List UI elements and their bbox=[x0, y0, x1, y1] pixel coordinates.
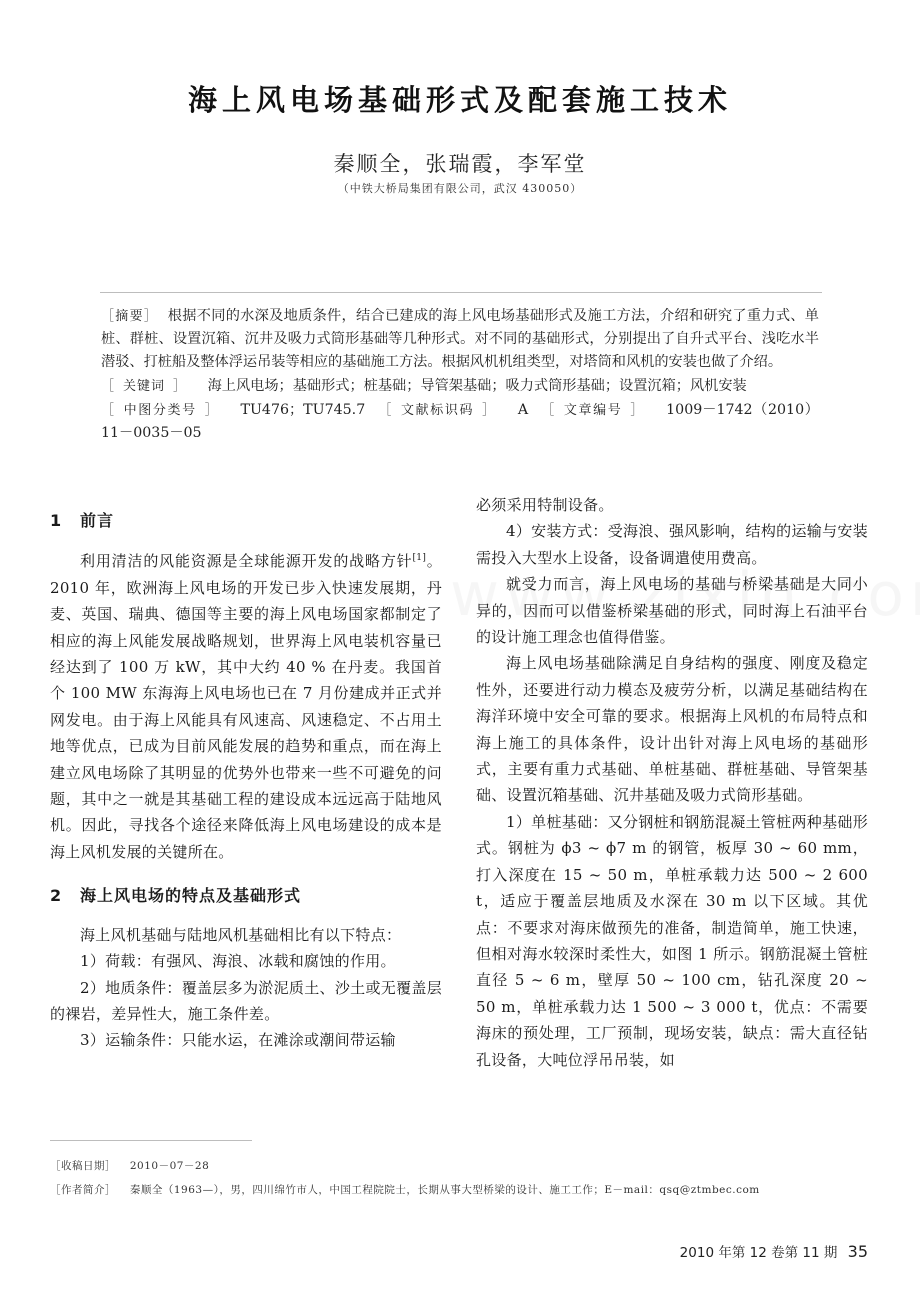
article-no-value: 1009－1742（2010）11－0035－05 bbox=[101, 402, 819, 441]
received-date-line bbox=[50, 1154, 830, 1178]
body-paragraph: 1）单桩基础：又分钢桩和钢筋混凝土管桩两种基础形式。钢桩为 ϕ3 ~ ϕ7 m 的钢管，板厚 30 ~ 60 mm，打入深度在 15 ~ 50 m，单桩承载力达 500 ~ 2 600 t，适应于覆盖层地质及水深在 30 m 以下区域。其优点：不要求对海床做预先的准备，制造简单，施工快速，但相对海水较深时柔性大，如图 1 所示。钢筋混凝土管桩直径 5 ~ 6 m，壁厚 50 ~ 100 cm，钻孔深度 20 ~ 50 m，单桩承载力达 1 500 ~ 3 000 t，优点：不需要海床的预处理，工厂预制，现场安装，缺点：需大直径钻孔设备，大吨位浮吊吊装，如 bbox=[476, 812, 868, 1069]
section-heading-1 bbox=[50, 508, 442, 534]
list-item: 1）荷载：有强风、海浪、冰载和腐蚀的作用。 bbox=[80, 952, 396, 971]
section-title: 前言 bbox=[80, 511, 115, 530]
body-paragraph: 海上风机基础与陆地风机基础相比有以下特点： bbox=[80, 925, 402, 944]
abstract-text: 根据不同的水深及地质条件，结合已建成的海上风电场基础形式及施工方法，介绍和研究了重力式、单桩、群桩、设置沉箱、沉井及吸力式筒形基础等几种形式。对不同的基础形式，分别提出了自升式平台、浅吃水半潜驳、打桩船及整体浮运吊装等相应的基础施工方法。根据风机机组类型，对塔筒和风机的安装也做了介绍。 bbox=[101, 308, 819, 370]
clc-value: TU476；TU745.7 bbox=[240, 402, 366, 418]
section-title: 海上风电场的特点及基础形式 bbox=[80, 886, 302, 906]
article-title: 海上风电场基础形式及配套施工技术 bbox=[187, 83, 732, 117]
author-bio-label: ［作者简介］ bbox=[50, 1184, 116, 1196]
citation-ref: [1] bbox=[412, 553, 427, 564]
keywords-label: ［ 关键词 ］ bbox=[101, 379, 188, 394]
clc-label: ［ 中图分类号 ］ bbox=[101, 403, 220, 418]
classification-line bbox=[101, 399, 819, 445]
received-date: 2010－07－28 bbox=[129, 1160, 210, 1172]
affiliation: （中铁大桥局集团有限公司，武汉 430050） bbox=[337, 182, 583, 195]
section-number: 2 bbox=[50, 886, 63, 906]
page-number: 35 bbox=[847, 1242, 868, 1261]
keywords-line bbox=[101, 375, 819, 398]
body-paragraph: 就受力而言，海上风电场的基础与桥梁基础是大同小异的，因而可以借鉴桥梁基础的形式，同时海上石油平台的设计施工理念也值得借鉴。 bbox=[476, 575, 868, 647]
body-paragraph: 海上风电场基础除满足自身结构的强度、刚度及稳定性外，还要进行动力模态及疲劳分析，以满足基础结构在海洋环境中安全可靠的要求。根据海上风机的布局特点和海上施工的具体条件，设计出针对海上风电场的基础形式，主要有重力式基础、单桩基础、群桩基础、导管架基础、设置沉箱基础、沉井基础及吸力式筒形基础。 bbox=[476, 654, 868, 805]
author-list: 秦顺全，张瑞霞，李军堂 bbox=[333, 152, 587, 176]
abstract-block bbox=[101, 305, 819, 445]
article-no-label: ［ 文章编号 ］ bbox=[541, 403, 646, 418]
header-divider bbox=[100, 292, 822, 293]
section-heading-2 bbox=[50, 883, 442, 909]
section-number: 1 bbox=[50, 511, 63, 530]
right-column bbox=[476, 492, 868, 1073]
author-bio: 秦顺全（1963—），男，四川绵竹市人，中国工程院院士，长期从事大型桥梁的设计、施工工作；E－mail：qsq@ztmbec.com bbox=[129, 1184, 760, 1196]
footnote-divider bbox=[50, 1140, 252, 1141]
received-label: ［收稿日期］ bbox=[50, 1160, 116, 1172]
abstract-paragraph bbox=[101, 305, 819, 374]
intro-paragraph: 利用清洁的风能资源是全球能源开发的战略方针[1]。2010 年，欧洲海上风电场的开发已步入快速发展期，丹麦、英国、瑞典、德国等主要的海上风电场国家都制定了相应的海上风能发展战略规划，世界海上风电装机容量已经达到了 100 万 kW，其中大约 40 % 在丹麦。我国首个 100 MW 东海海上风电场也已在 7 月份建成并正式并网发电。由于海上风能具有风速高、风速稳定、不占用土地等优点，已成为目前风能发展的趋势和重点，而在海上建立风电场除了其明显的优势外也带来一些不可避免的问题，其中之一就是其基础工程的建设成本远远高于陆地风机。因此，寻找各个途径来降低海上风电场建设的成本是海上风机发展的关键所在。 bbox=[50, 552, 442, 861]
list-item: 4）安装方式：受海浪、强风影响，结构的运输与安装需投入大型水上设备，设备调遣使用费高。 bbox=[476, 522, 868, 567]
list-item: 3）运输条件：只能水运，在滩涂或潮间带运输 bbox=[80, 1031, 396, 1050]
page-footer bbox=[680, 1241, 868, 1261]
author-bio-line bbox=[50, 1178, 830, 1202]
journal-issue: 2010 年第 12 卷第 11 期 bbox=[679, 1245, 838, 1261]
list-item: 2）地质条件：覆盖层多为淤泥质土、沙土或无覆盖层的裸岩，差异性大，施工条件差。 bbox=[50, 978, 442, 1023]
left-column bbox=[50, 508, 442, 1054]
continued-text: 必须采用特制设备。 bbox=[476, 496, 614, 514]
keywords-text: 海上风电场；基础形式；桩基础；导管架基础；吸力式筒形基础；设置沉箱；风机安装 bbox=[207, 378, 747, 394]
footnotes bbox=[50, 1154, 830, 1202]
doc-code-value: A bbox=[517, 402, 529, 418]
doc-code-label: ［ 文献标识码 ］ bbox=[378, 403, 497, 418]
abstract-label: ［摘要］ bbox=[101, 309, 159, 324]
